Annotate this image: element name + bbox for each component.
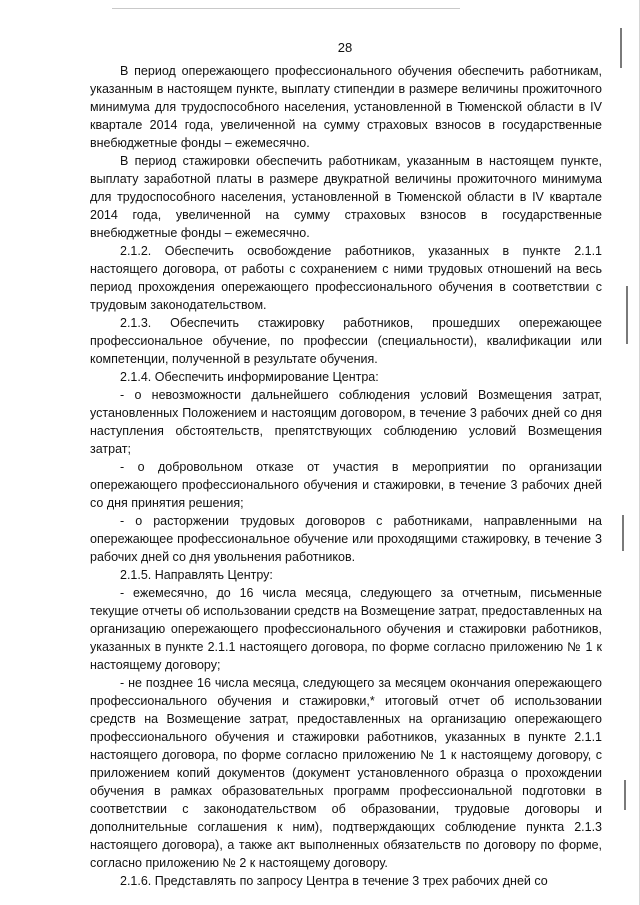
paragraph-2-1-4: 2.1.4. Обеспечить информирование Центра: [120,370,379,384]
paragraph-2-1-5: 2.1.5. Направлять Центру: [120,568,273,582]
scan-mark [622,515,624,551]
scan-mark [624,780,626,810]
list-item-impossibility: - о невозможности дальнейшего соблюдения условий Возмещения затрат, установленных Положением и настоящим договором, в течение 3 рабочих дней со дня наступления обстоятельств, препятствующих соблюдению условий Возмещения затрат; [90,388,602,456]
list-item-termination: - о расторжении трудовых договоров с работниками, направленными на опережающее профессиональное обучение или проходящими стажировку, в течение 3 рабочих дней со дня увольнения работников. [90,514,602,564]
document-body [90,62,602,890]
paragraph-internship-pay: В период стажировки обеспечить работникам, указанным в настоящем пункте, выплату заработной платы в размере двукратной величины прожиточного минимума для трудоспособного населения, установленной в Тюменской области в IV квартале 2014 года, увеличенной на сумму страховых взносов в государственные внебюджетные фонды – ежемесячно. [90,154,602,240]
paragraph-stipend: В период опережающего профессионального обучения обеспечить работникам, указанным в настоящем пункте, выплату стипендии в размере величины прожиточного минимума для трудоспособного населения, установленной в Тюменской области в IV квартале 2014 года, увеличенной на сумму страховых взносов в государственные внебюджетные фонды – ежемесячно. [90,64,602,150]
list-item-monthly-reports: - ежемесячно, до 16 числа месяца, следующего за отчетным, письменные текущие отчеты об использовании средств на Возмещение затрат, предоставленных на организацию опережающего профессионального обучения и стажировки работников, указанных в пункте 2.1.1 настоящего договора, по форме согласно приложению № 1 к настоящему договору; [90,586,602,672]
list-item-refusal: - о добровольном отказе от участия в мероприятии по организации опережающего профессионального обучения и стажировки, в течение 3 рабочих дней со дня принятия решения; [90,460,602,510]
paragraph-2-1-3: 2.1.3. Обеспечить стажировку работников, прошедших опережающее профессиональное обучение, по профессии (специальности), квалификации или компетенции, полученной в результате обучения. [90,316,602,366]
scan-mark [626,286,628,344]
paragraph-2-1-2: 2.1.2. Обеспечить освобождение работников, указанных в пункте 2.1.1 настоящего договора, от работы с сохранением с ними трудовых отношений на весь период прохождения опережающего профессионального обучения в соответствии с трудовым законодательством. [90,244,602,312]
paragraph-2-1-6: 2.1.6. Представлять по запросу Центра в течение 3 трех рабочих дней со [120,874,548,888]
scan-border-line [112,8,460,9]
list-item-final-report: - не позднее 16 числа месяца, следующего за месяцем окончания опережающего профессионального обучения и стажировки,* итоговый отчет об использовании средств на Возмещение затрат, предоставленных на организацию опережающего профессионального обучения и стажировки работников, указанных в пункте 2.1.1 настоящего договора, по форме согласно приложению № 1 к настоящему договору, с приложением копий документов (документ установленного образца о прохождении обучения в рамках образовательных программ профессиональной подготовки в соответствии с законодательством об образовании, трудовые договоры и дополнительные соглашения к ним), подтверждающих соблюдение пункта 2.1.3 настоящего договора), а также акт выполненных обязательств по договору по форме, согласно приложению № 2 к настоящему договору. [90,676,602,870]
page-number: 28 [337,40,353,55]
